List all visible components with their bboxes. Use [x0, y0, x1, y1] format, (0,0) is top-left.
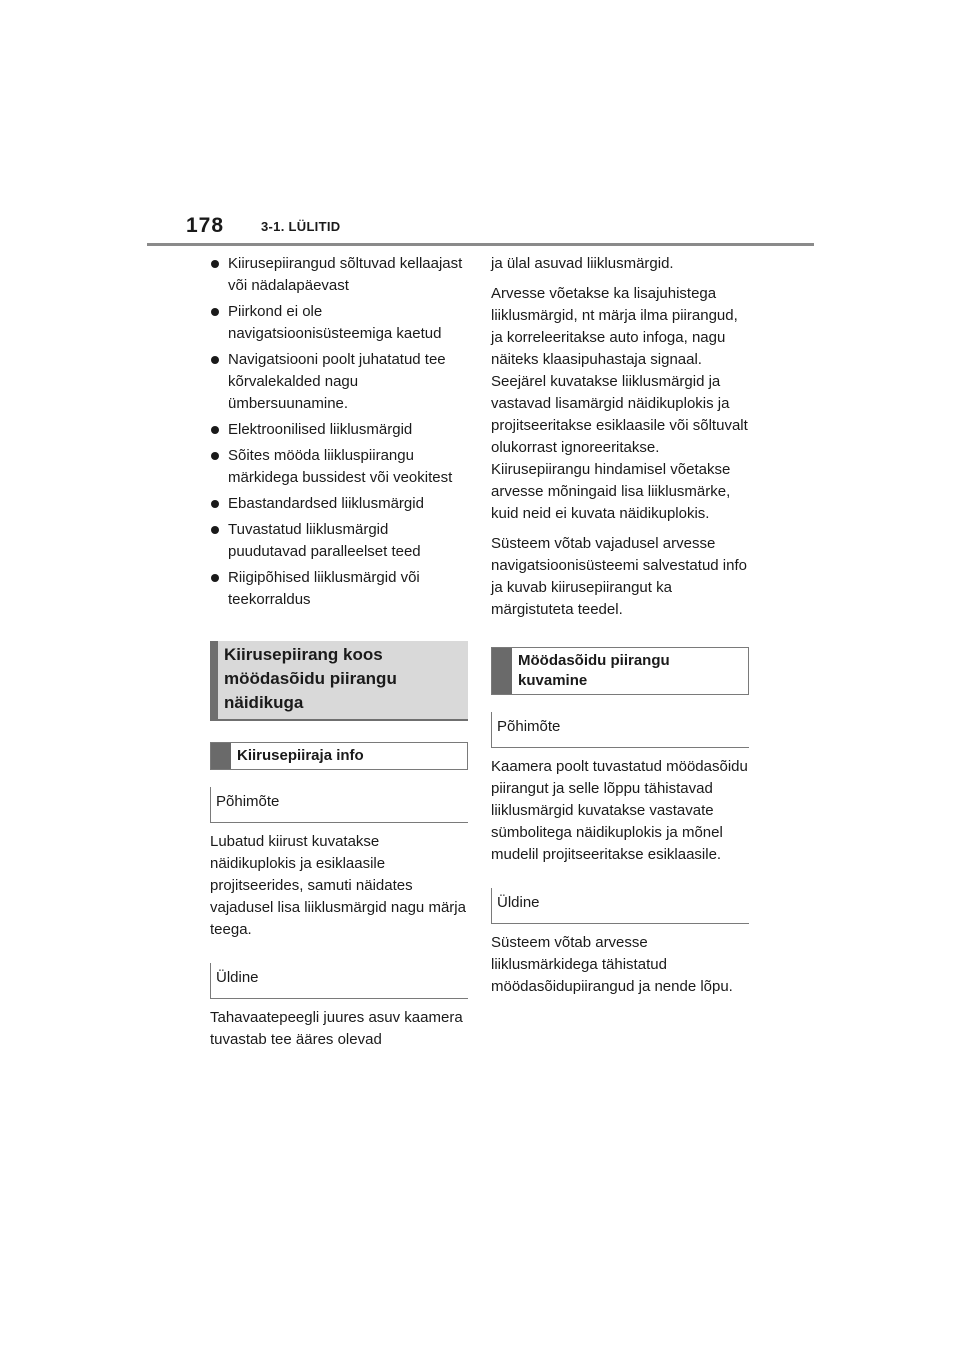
left-column: [210, 253, 468, 1059]
list-item: [210, 445, 468, 489]
bullet-icon: [211, 452, 219, 460]
paragraph: Arvesse võetakse ka lisajuhistega liiklusmärgid, nt märja ilma piirangud, ja korreleeritakse auto infoga, nagu näiteks klaasipuhastaja signaal. Seejärel kuvatakse liiklusmärgid ja vastavad lisamärgid näidikuplokis ja projitseeritakse esiklaasile või sõltuvalt olukorrast ignoreeritakse. Kiirusepiirangu hindamisel võetakse arvesse mõningaid lisa liiklusmärke, kuid neid ei kuvata näidikuplokis.: [491, 285, 748, 522]
bullet-icon: [211, 308, 219, 316]
paragraph: Süsteem võtab vajadusel arvesse navigatsioonisüsteemi salvestatud info ja kuvab kiirusepiirangut ka märgistuteta teedel.: [491, 535, 747, 618]
list-item-text: Kiirusepiirangud sõltuvad kellaajast või nädalapäevast: [228, 255, 463, 294]
list-item: [210, 301, 468, 345]
subsection-heading: [210, 742, 468, 770]
list-item-text: Navigatsiooni poolt juhatatud tee kõrvalekalded nagu ümbersuunamine.: [228, 351, 446, 412]
heading-bar: [211, 743, 231, 769]
bullet-icon: [211, 526, 219, 534]
subsection-heading-text: Möödasõidu piirangu kuvamine: [518, 652, 670, 689]
topic-heading: Üldine: [491, 888, 749, 924]
bullet-list: [210, 253, 468, 611]
subsection-heading-text: Kiirusepiiraja info: [237, 747, 364, 764]
paragraph: Kaamera poolt tuvastatud möödasõidu piirangut ja selle lõppu tähistavad liiklusmärgid kuvatakse vastavate sümbolitega näidikuplokis ja mõnel mudelil projitseeritakse esiklaasile.: [491, 758, 748, 863]
paragraph: Süsteem võtab arvesse liiklusmärkidega tähistatud möödasõidupiirangud ja nende lõpu.: [491, 934, 733, 995]
bullet-icon: [211, 500, 219, 508]
list-item: [210, 349, 468, 415]
topic-heading: Põhimõte: [491, 712, 749, 748]
list-item: [210, 567, 468, 611]
list-item-text: Sõites mööda liikluspiirangu märkidega bussidest või veokitest: [228, 447, 453, 486]
subsection-heading: [491, 647, 749, 695]
heading-bar: [492, 648, 512, 694]
header-rule: [147, 243, 814, 246]
list-item: [210, 519, 468, 563]
bullet-icon: [211, 356, 219, 364]
list-item-text: Piirkond ei ole navigatsioonisüsteemiga kaetud: [228, 303, 442, 342]
list-item-text: Ebastandardsed liiklusmärgid: [228, 495, 424, 512]
paragraph: Tahavaatepeegli juures asuv kaamera tuvastab tee ääres olevad: [210, 1009, 463, 1048]
list-item: [210, 253, 468, 297]
paragraph: Lubatud kiirust kuvatakse näidikuplokis ja esiklaasile projitseerides, samuti näidates vajadusel lisa liiklusmärgid nagu märja teega.: [210, 833, 466, 938]
right-column: [491, 253, 749, 1006]
bullet-icon: [211, 574, 219, 582]
topic-heading: Üldine: [210, 963, 468, 999]
paragraph: ja ülal asuvad liiklusmärgid.: [491, 255, 674, 272]
page-number: 178: [186, 214, 225, 237]
list-item-text: Elektroonilised liiklusmärgid: [228, 421, 413, 438]
list-item: [210, 493, 468, 515]
section-label: 3-1. LÜLITID: [261, 219, 341, 234]
bullet-icon: [211, 426, 219, 434]
list-item-text: Tuvastatud liiklusmärgid puudutavad paralleelset teed: [228, 521, 421, 560]
bullet-icon: [211, 260, 219, 268]
list-item-text: Riigipõhised liiklusmärgid või teekorraldus: [228, 569, 420, 608]
topic-heading: Põhimõte: [210, 787, 468, 823]
section-heading: Kiirusepiirang koos möödasõidu piirangu näidikuga: [210, 641, 468, 721]
list-item: [210, 419, 468, 441]
